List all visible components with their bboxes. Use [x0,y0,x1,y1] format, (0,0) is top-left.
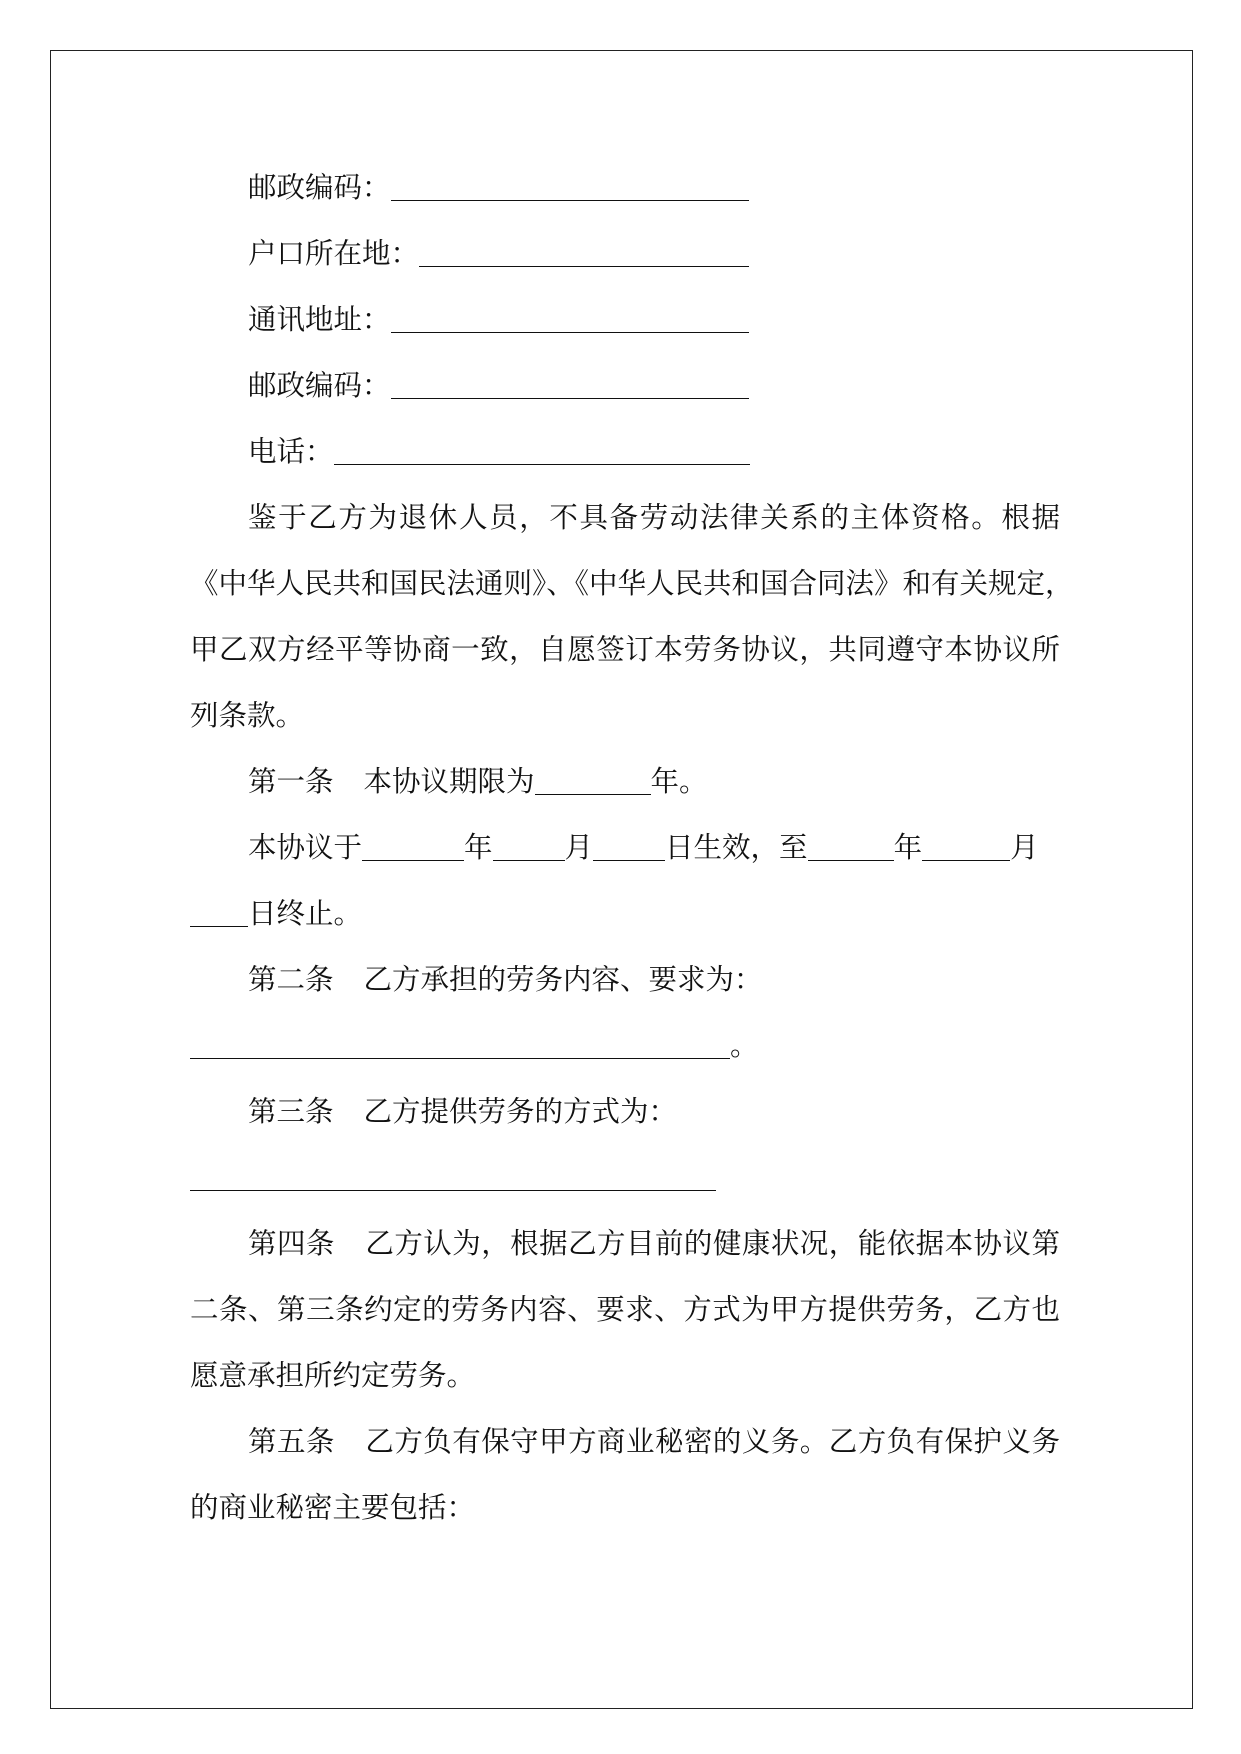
article-4-line-3: 愿意承担所约定劳务。 [190,1359,476,1392]
article-2-blank: 。 [190,1013,1060,1079]
article-title: 第二条 [248,963,334,996]
field-label: 邮政编码： [248,369,391,402]
article-3-blank [190,1145,1060,1211]
blank-line [334,464,750,465]
article-1-end: 日终止。 [190,881,1060,947]
blank-line [190,1058,730,1059]
field-label: 户口所在地： [248,237,420,270]
article-2: 第二条 乙方承担的劳务内容、要求为： [248,963,763,996]
article-4-line-1: 第四条 乙方认为，根据乙方目前的健康状况，能依据本协议第 [248,1227,1060,1260]
article-title: 第五条 [248,1425,335,1458]
blank-line [391,200,749,201]
field-postcode-2 [190,353,1060,419]
article-1-dates: 本协议于 年 月 日生效，至 年 月 [248,831,1039,864]
blank-line [190,1190,716,1191]
field-household-register [190,221,1060,287]
field-phone [190,419,1060,485]
article-title: 第四条 [248,1227,335,1260]
preamble-line-4: 列条款。 [190,699,305,732]
article-4-line-2: 二条、第三条约定的劳务内容、要求、方式为甲方提供劳务，乙方也 [190,1293,1060,1326]
preamble-line-2: 《中华人民共和国民法通则》、《中华人民共和国合同法》和有关规定， [190,567,1074,600]
document-body [190,155,1074,1541]
blank-line [419,266,749,267]
preamble-line-1: 鉴于乙方为退休人员，不具备劳动法律关系的主体资格。根据 [248,501,1060,534]
article-3: 第三条 乙方提供劳务的方式为： [248,1095,678,1128]
blank-line [593,860,665,861]
field-label: 通讯地址： [248,303,391,336]
article-title: 第三条 [248,1095,334,1128]
article-5-line-2: 的商业秘密主要包括： [190,1491,476,1524]
blank-line [922,860,1010,861]
article-title: 第一条 [248,765,334,798]
preamble-line-3: 甲乙双方经平等协商一致，自愿签订本劳务协议，共同遵守本协议所 [190,633,1060,666]
field-postcode-1 [190,155,1060,221]
blank-line [391,398,749,399]
field-label: 邮政编码： [248,171,391,204]
blank-line [190,926,248,927]
blank-line [808,860,894,861]
blank-line [535,794,651,795]
field-label: 电话： [248,435,334,468]
blank-line [493,860,565,861]
blank-line [391,332,749,333]
field-mailing-address [190,287,1060,353]
article-1-term: 第一条 本协议期限为 年。 [248,765,708,798]
blank-line [362,860,464,861]
article-5-line-1: 第五条 乙方负有保守甲方商业秘密的义务。乙方负有保护义务 [248,1425,1060,1458]
